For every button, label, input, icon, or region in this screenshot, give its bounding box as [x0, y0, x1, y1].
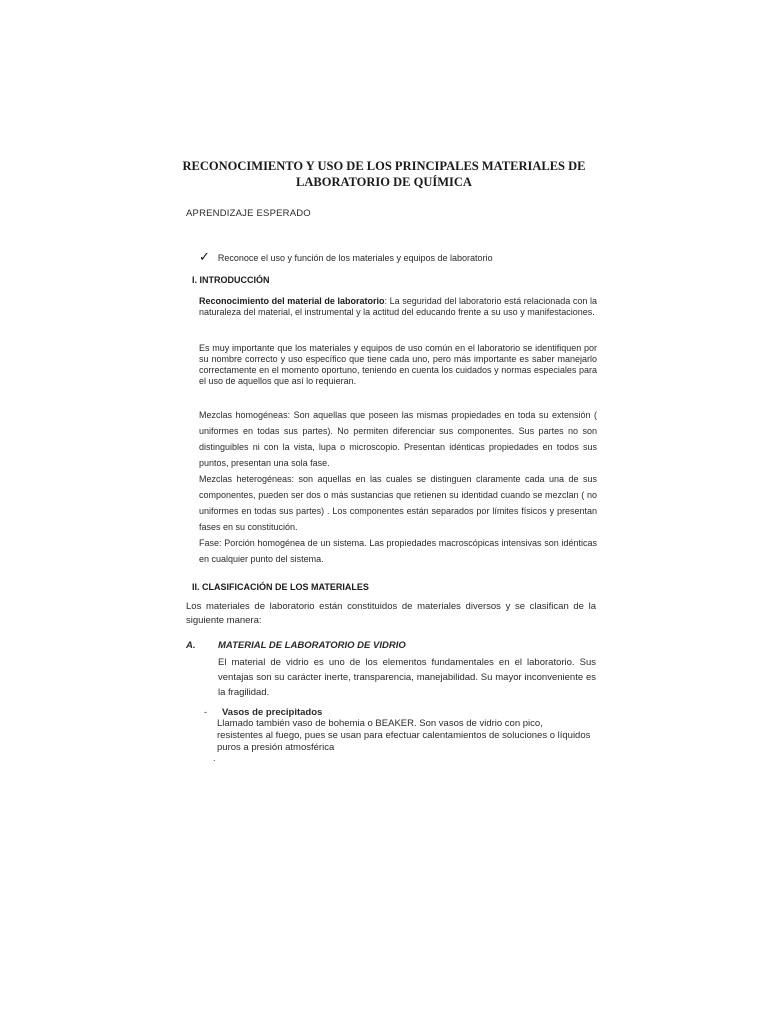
objective-item [199, 250, 493, 263]
paragraph-material-vidrio: El material de vidrio es uno de los elementos fundamentales en el laboratorio. Sus ventajas son su carácter inerte, transparencia, manejabilidad. Su mayor inconveniente es la fragilidad. [218, 657, 596, 698]
paragraph-mezclas-homogeneas: Mezclas homogéneas: Son aquellas que poseen las mismas propiedades en toda su extensión ( uniformes en todas sus partes). No permiten diferenciar sus componentes. Sus partes no son distinguibles ni con la vista, lupa o microscopio. Presentan idénticas propiedades en todos sus puntos, presentan una sola fase. [199, 410, 597, 468]
mezclas-definitions [199, 407, 597, 567]
document-title [150, 158, 618, 190]
paragraph-vasos-precipitados: Llamado también vaso de bohemia o BEAKER. Son vasos de vidrio con pico, resistentes al fuego, pues se usan para efectuar calentamientos de soluciones o líquidos puros a presión atmosférica [217, 718, 591, 753]
objective-text: Reconoce el uso y función de los materiales y equipos de laboratorio [217, 253, 493, 263]
paragraph-lead-rest: : La seguridad del laboratorio está relacionada con la naturaleza del material, el instrumental y la actitud del educando frente a su uso y manifestaciones. [199, 296, 597, 317]
subsection-a-letter: A. [186, 640, 196, 651]
checkmark-icon: ✓ [199, 249, 210, 264]
list-bullet: - [204, 707, 207, 717]
aprendizaje-heading: APRENDIZAJE ESPERADO [186, 208, 311, 219]
paragraph-mezclas-heterogeneas: Mezclas heterogéneas: son aquellas en las cuales se distinguen claramente cada una de sus componentes, pueden ser dos o más sustancias que retienen su identidad cuando se mezclan ( no uniformes en todas sus partes) . Los componentes están separados por límites físicos y presentan fases en su constitución. [199, 474, 597, 532]
section-heading-clasificacion: II. CLASIFICACIÓN DE LOS MATERIALES [192, 582, 369, 592]
subsection-a-title: MATERIAL DE LABORATORIO DE VIDRIO [218, 640, 406, 651]
vasos-precipitados-title: Vasos de precipitados [222, 707, 323, 718]
section-heading-introduccion: I. INTRODUCCIÓN [192, 275, 270, 285]
paragraph-reconocimiento [199, 296, 597, 318]
title-line-1: RECONOCIMIENTO Y USO DE LOS PRINCIPALES MATERIALES DE [182, 159, 586, 173]
paragraph-clasificacion-intro: Los materiales de laboratorio están constituidos de materiales diversos y se clasifican de la siguiente manera: [186, 601, 596, 626]
paragraph-fase: Fase: Porción homogénea de un sistema. Las propiedades macroscópicas intensivas son idénticas en cualquier punto del sistema. [199, 538, 597, 564]
paragraph-lead-bold: Reconocimiento del material de laboratorio [199, 296, 385, 306]
paragraph-importancia: Es muy importante que los materiales y equipos de uso común en el laboratorio se identifiquen por su nombre correcto y uso específico que tiene cada uno, pero más importante es saber manejarlo correctamente en el momento oportuno, teniendo en cuenta los cuidados y normas especiales para el uso de aquellos que así lo requieran. [199, 343, 597, 386]
title-line-2: LABORATORIO DE QUÍMICA [296, 175, 472, 189]
trailing-mark: . [213, 753, 216, 763]
